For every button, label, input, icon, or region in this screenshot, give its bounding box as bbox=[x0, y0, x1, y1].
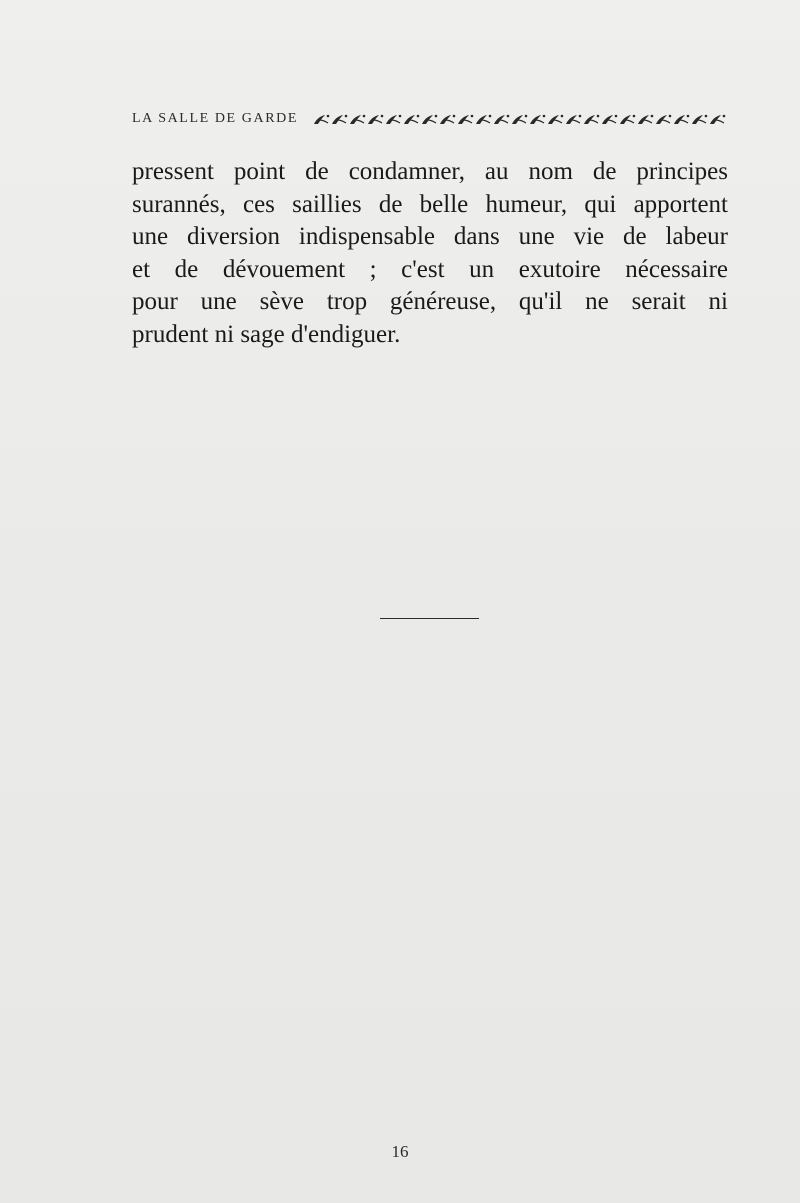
fleuron-glyph bbox=[530, 115, 545, 124]
fleuron-glyph bbox=[512, 115, 527, 124]
fleuron-glyph bbox=[674, 115, 689, 124]
fleuron-glyph bbox=[584, 115, 599, 124]
body-line: pressent point de condamner, au nom de principes bbox=[132, 158, 728, 185]
fleuron-glyph bbox=[350, 115, 365, 124]
fleuron-glyph bbox=[368, 115, 383, 124]
fleuron-glyph bbox=[476, 115, 491, 124]
body-line: pour une sève trop généreuse, qu'il ne serait ni bbox=[132, 288, 728, 316]
fleuron-glyph bbox=[566, 115, 581, 124]
fleuron-glyph bbox=[692, 115, 707, 124]
running-head bbox=[132, 108, 732, 130]
body-paragraph bbox=[132, 156, 728, 352]
fleuron-glyph bbox=[386, 115, 401, 124]
running-head-title: LA SALLE DE GARDE bbox=[132, 111, 299, 126]
fleuron-glyph bbox=[620, 115, 635, 124]
body-line: et de dévouement ; c'est un exutoire nécessaire bbox=[132, 255, 728, 283]
body-line: surannés, ces saillies de belle humeur, qui apportent bbox=[132, 190, 728, 218]
fleuron-glyph bbox=[440, 115, 455, 124]
fleuron-glyph bbox=[458, 115, 473, 124]
body-line: une diversion indispensable dans une vie de labeur bbox=[132, 223, 728, 251]
fleuron-glyph bbox=[548, 115, 563, 124]
page-number: 16 bbox=[391, 1142, 409, 1161]
fleuron-glyph bbox=[422, 115, 437, 124]
fleuron-glyph bbox=[332, 115, 347, 124]
fleuron-glyph bbox=[404, 115, 419, 124]
fleuron-glyph bbox=[638, 115, 653, 124]
section-end-rule bbox=[380, 618, 479, 619]
fleuron-glyph bbox=[602, 115, 617, 124]
fleuron-glyph bbox=[494, 115, 509, 124]
fleuron-glyph bbox=[314, 115, 329, 124]
body-line: prudent ni sage d'endiguer. bbox=[132, 320, 401, 348]
fleuron-ornament-icon bbox=[312, 112, 732, 126]
fleuron-glyph bbox=[656, 115, 671, 124]
fleuron-glyph bbox=[710, 115, 725, 124]
